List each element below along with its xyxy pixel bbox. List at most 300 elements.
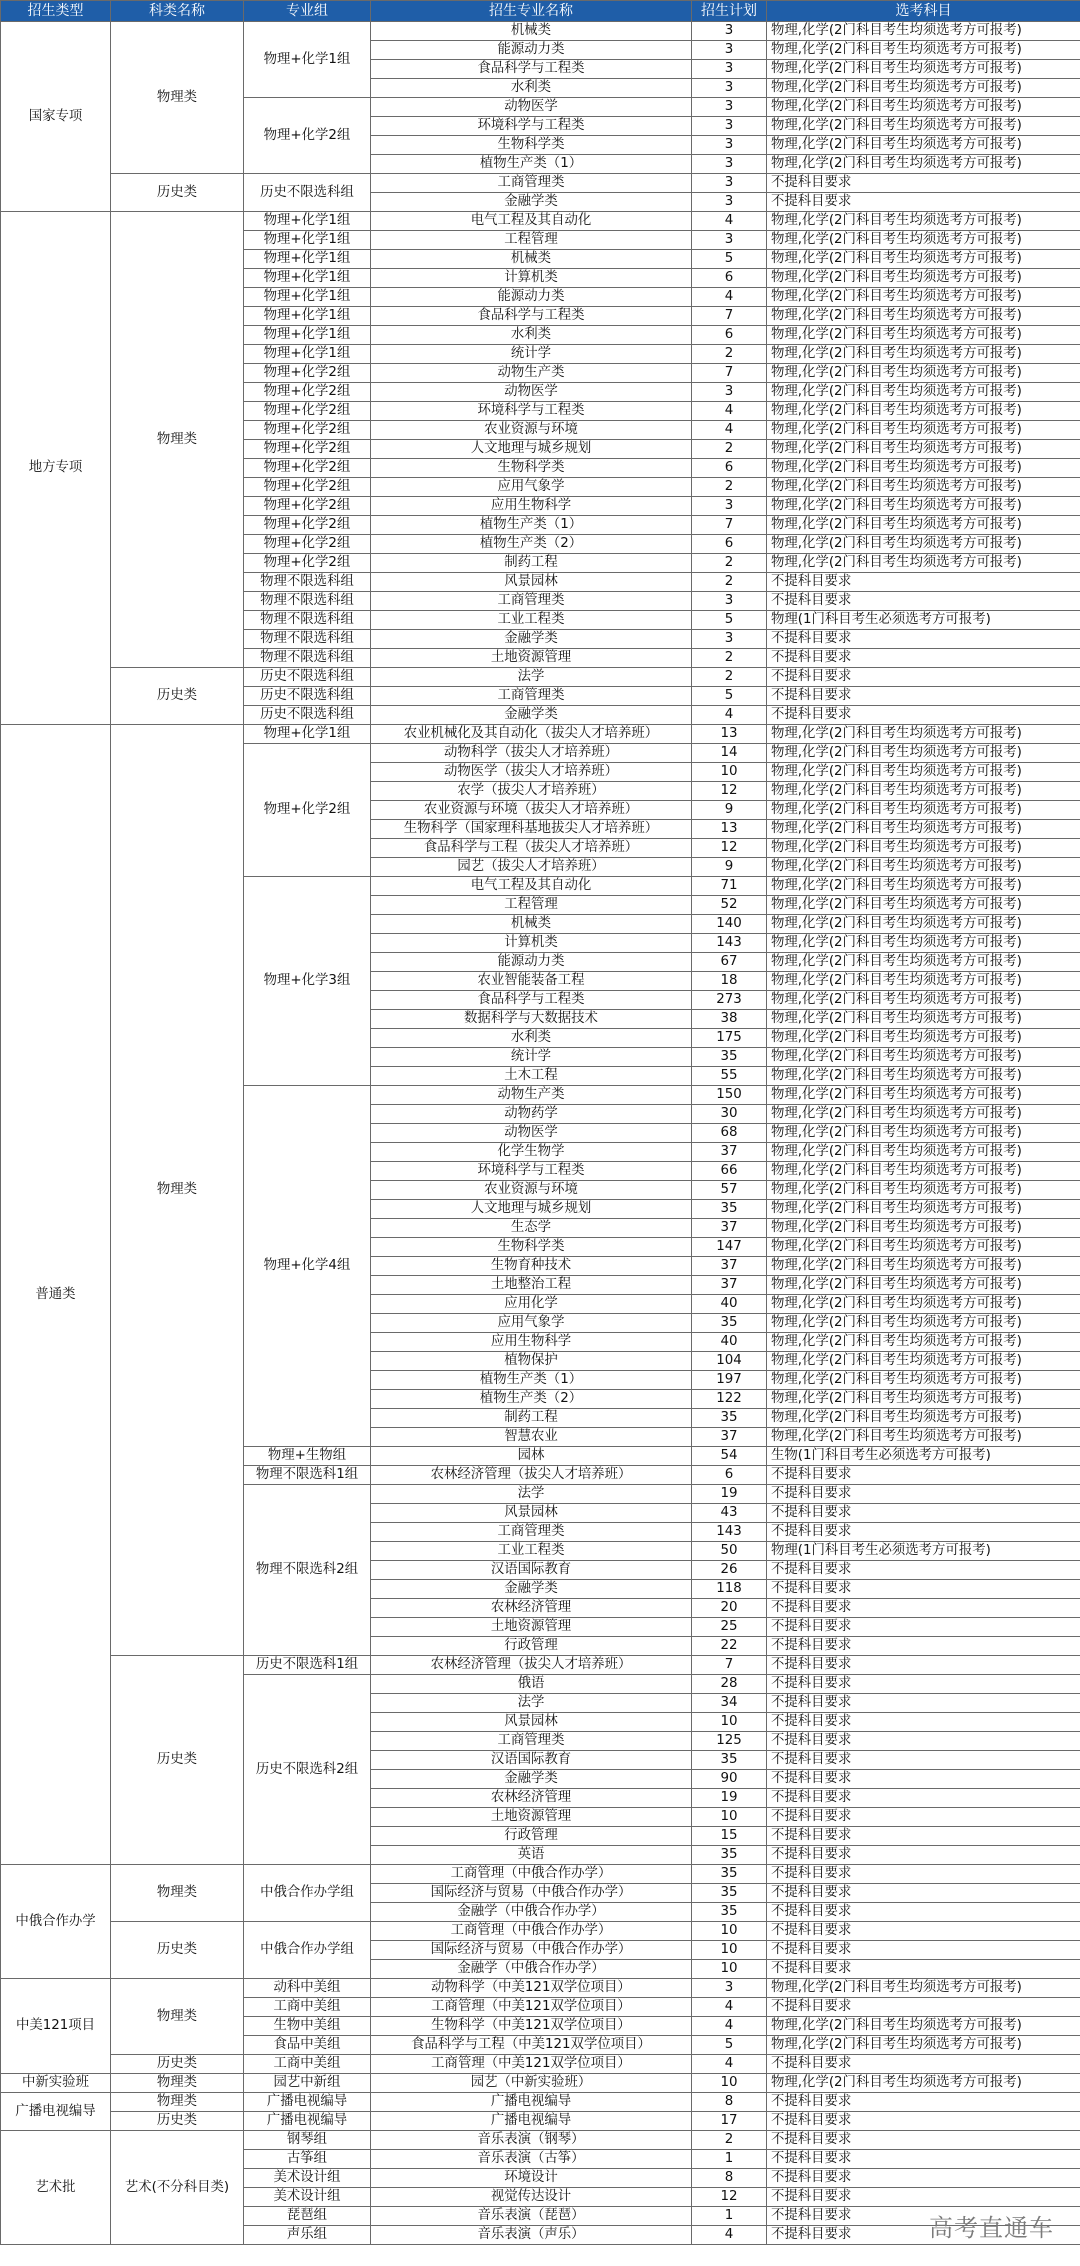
- plan-count-cell: 68: [692, 1124, 767, 1143]
- major-name-cell: 食品科学与工程类: [371, 307, 692, 326]
- major-name-cell: 工商管理类: [371, 687, 692, 706]
- major-name-cell: 农林经济管理（拔尖人才培养班）: [371, 1466, 692, 1485]
- major-group-cell: 物理+化学2组: [244, 459, 371, 478]
- subject-requirement-cell: 不提科目要求: [767, 1675, 1080, 1694]
- plan-count-cell: 140: [692, 915, 767, 934]
- plan-count-cell: 40: [692, 1295, 767, 1314]
- major-name-cell: 能源动力类: [371, 41, 692, 60]
- major-group-cell: 物理+化学1组: [244, 307, 371, 326]
- plan-count-cell: 6: [692, 459, 767, 478]
- major-name-cell: 工商管理（中美121双学位项目）: [371, 2055, 692, 2074]
- plan-count-cell: 4: [692, 421, 767, 440]
- subject-requirement-cell: 不提科目要求: [767, 1561, 1080, 1580]
- plan-count-cell: 2: [692, 345, 767, 364]
- plan-count-cell: 17: [692, 2112, 767, 2131]
- subject-requirement-cell: 物理,化学(2门科目考生均须选考方可报考): [767, 991, 1080, 1010]
- admission-type-cell: 中新实验班: [1, 2074, 111, 2093]
- plan-count-cell: 8: [692, 2093, 767, 2112]
- subject-requirement-cell: 物理,化学(2门科目考生均须选考方可报考): [767, 1428, 1080, 1447]
- admission-type-cell: 中俄合作办学: [1, 1865, 111, 1979]
- major-group-cell: 食品中美组: [244, 2036, 371, 2055]
- plan-count-cell: 7: [692, 1656, 767, 1675]
- subject-requirement-cell: 不提科目要求: [767, 573, 1080, 592]
- major-name-cell: 能源动力类: [371, 953, 692, 972]
- plan-count-cell: 35: [692, 1903, 767, 1922]
- major-name-cell: 计算机类: [371, 934, 692, 953]
- plan-count-cell: 66: [692, 1162, 767, 1181]
- plan-count-cell: 2: [692, 478, 767, 497]
- major-name-cell: 电气工程及其自动化: [371, 877, 692, 896]
- plan-count-cell: 10: [692, 1941, 767, 1960]
- category-cell: 历史类: [111, 2112, 244, 2131]
- subject-requirement-cell: 不提科目要求: [767, 2131, 1080, 2150]
- major-name-cell: 金融学类: [371, 1580, 692, 1599]
- plan-count-cell: 52: [692, 896, 767, 915]
- major-name-cell: 应用生物科学: [371, 1333, 692, 1352]
- major-name-cell: 人文地理与城乡规划: [371, 1200, 692, 1219]
- major-group-cell: 物理+化学1组: [244, 725, 371, 744]
- plan-count-cell: 10: [692, 1960, 767, 1979]
- major-group-cell: 历史不限选科2组: [244, 1675, 371, 1865]
- major-name-cell: 农学（拔尖人才培养班）: [371, 782, 692, 801]
- header-major-group: 专业组: [244, 1, 371, 22]
- major-group-cell: 园艺中新组: [244, 2074, 371, 2093]
- subject-requirement-cell: 物理,化学(2门科目考生均须选考方可报考): [767, 896, 1080, 915]
- subject-requirement-cell: 物理,化学(2门科目考生均须选考方可报考): [767, 535, 1080, 554]
- subject-requirement-cell: 物理,化学(2门科目考生均须选考方可报考): [767, 440, 1080, 459]
- category-cell: 历史类: [111, 174, 244, 212]
- major-name-cell: 环境科学与工程类: [371, 1162, 692, 1181]
- major-name-cell: 视觉传达设计: [371, 2188, 692, 2207]
- plan-count-cell: 10: [692, 2074, 767, 2093]
- major-name-cell: 工商管理（中美121双学位项目）: [371, 1998, 692, 2017]
- category-cell: 物理类: [111, 1865, 244, 1922]
- subject-requirement-cell: 物理,化学(2门科目考生均须选考方可报考): [767, 402, 1080, 421]
- subject-requirement-cell: 物理,化学(2门科目考生均须选考方可报考): [767, 307, 1080, 326]
- plan-count-cell: 35: [692, 1200, 767, 1219]
- header-row: [1, 1, 1080, 22]
- major-name-cell: 英语: [371, 1846, 692, 1865]
- admission-type-cell: 广播电视编导: [1, 2093, 111, 2131]
- plan-count-cell: 30: [692, 1105, 767, 1124]
- plan-count-cell: 13: [692, 820, 767, 839]
- subject-requirement-cell: 不提科目要求: [767, 1960, 1080, 1979]
- subject-requirement-cell: 物理,化学(2门科目考生均须选考方可报考): [767, 1276, 1080, 1295]
- subject-requirement-cell: 物理,化学(2门科目考生均须选考方可报考): [767, 1979, 1080, 1998]
- major-name-cell: 农业智能装备工程: [371, 972, 692, 991]
- plan-count-cell: 2: [692, 2131, 767, 2150]
- subject-requirement-cell: 不提科目要求: [767, 1618, 1080, 1637]
- plan-count-cell: 3: [692, 60, 767, 79]
- subject-requirement-cell: 物理(1门科目考生必须选考方可报考): [767, 611, 1080, 630]
- subject-requirement-cell: 物理,化学(2门科目考生均须选考方可报考): [767, 421, 1080, 440]
- major-group-cell: 美术设计组: [244, 2169, 371, 2188]
- subject-requirement-cell: 物理,化学(2门科目考生均须选考方可报考): [767, 1105, 1080, 1124]
- major-name-cell: 植物生产类（2）: [371, 1390, 692, 1409]
- major-group-cell: 物理不限选科组: [244, 649, 371, 668]
- subject-requirement-cell: 物理,化学(2门科目考生均须选考方可报考): [767, 136, 1080, 155]
- major-group-cell: 中俄合作办学组: [244, 1922, 371, 1979]
- plan-count-cell: 9: [692, 858, 767, 877]
- plan-count-cell: 12: [692, 2188, 767, 2207]
- plan-count-cell: 1: [692, 2207, 767, 2226]
- subject-requirement-cell: 物理,化学(2门科目考生均须选考方可报考): [767, 497, 1080, 516]
- subject-requirement-cell: 物理,化学(2门科目考生均须选考方可报考): [767, 60, 1080, 79]
- subject-requirement-cell: 物理,化学(2门科目考生均须选考方可报考): [767, 155, 1080, 174]
- plan-count-cell: 35: [692, 1048, 767, 1067]
- major-group-cell: 动科中美组: [244, 1979, 371, 1998]
- subject-requirement-cell: 物理,化学(2门科目考生均须选考方可报考): [767, 953, 1080, 972]
- major-name-cell: 工业工程类: [371, 1542, 692, 1561]
- plan-count-cell: 4: [692, 288, 767, 307]
- subject-requirement-cell: 物理,化学(2门科目考生均须选考方可报考): [767, 288, 1080, 307]
- plan-count-cell: 4: [692, 2055, 767, 2074]
- category-cell: 历史类: [111, 1922, 244, 1979]
- subject-requirement-cell: 物理,化学(2门科目考生均须选考方可报考): [767, 1010, 1080, 1029]
- subject-requirement-cell: 生物(1门科目考生必须选考方可报考): [767, 1447, 1080, 1466]
- major-group-cell: 声乐组: [244, 2226, 371, 2245]
- subject-requirement-cell: 不提科目要求: [767, 2112, 1080, 2131]
- major-group-cell: 广播电视编导: [244, 2093, 371, 2112]
- major-name-cell: 法学: [371, 1694, 692, 1713]
- major-name-cell: 工商管理类: [371, 592, 692, 611]
- subject-requirement-cell: 物理,化学(2门科目考生均须选考方可报考): [767, 1124, 1080, 1143]
- table-body: [1, 22, 1080, 2245]
- plan-count-cell: 143: [692, 1523, 767, 1542]
- major-group-cell: 历史不限选科组: [244, 174, 371, 212]
- plan-count-cell: 57: [692, 1181, 767, 1200]
- subject-requirement-cell: 物理,化学(2门科目考生均须选考方可报考): [767, 250, 1080, 269]
- table-row: [1, 2131, 1080, 2150]
- category-cell: 历史类: [111, 1656, 244, 1865]
- subject-requirement-cell: 物理,化学(2门科目考生均须选考方可报考): [767, 877, 1080, 896]
- major-name-cell: 土地资源管理: [371, 1808, 692, 1827]
- major-group-cell: 物理不限选科1组: [244, 1466, 371, 1485]
- major-name-cell: 农林经济管理: [371, 1789, 692, 1808]
- subject-requirement-cell: 物理,化学(2门科目考生均须选考方可报考): [767, 839, 1080, 858]
- major-name-cell: 动物药学: [371, 1105, 692, 1124]
- major-name-cell: 动物科学（拔尖人才培养班）: [371, 744, 692, 763]
- subject-requirement-cell: 不提科目要求: [767, 1789, 1080, 1808]
- subject-requirement-cell: 不提科目要求: [767, 668, 1080, 687]
- category-cell: 物理类: [111, 725, 244, 1656]
- major-name-cell: 汉语国际教育: [371, 1561, 692, 1580]
- major-name-cell: 国际经济与贸易（中俄合作办学）: [371, 1941, 692, 1960]
- major-group-cell: 工商中美组: [244, 1998, 371, 2017]
- subject-requirement-cell: 不提科目要求: [767, 1941, 1080, 1960]
- major-group-cell: 物理+化学2组: [244, 554, 371, 573]
- subject-requirement-cell: 不提科目要求: [767, 1656, 1080, 1675]
- major-name-cell: 生物科学（国家理科基地拔尖人才培养班）: [371, 820, 692, 839]
- subject-requirement-cell: 物理,化学(2门科目考生均须选考方可报考): [767, 2036, 1080, 2055]
- table-row: [1, 1979, 1080, 1998]
- header-plan-count: 招生计划: [692, 1, 767, 22]
- major-group-cell: 古筝组: [244, 2150, 371, 2169]
- major-name-cell: 生物育种技术: [371, 1257, 692, 1276]
- major-group-cell: 物理不限选科组: [244, 592, 371, 611]
- subject-requirement-cell: 物理,化学(2门科目考生均须选考方可报考): [767, 459, 1080, 478]
- major-name-cell: 广播电视编导: [371, 2093, 692, 2112]
- plan-count-cell: 3: [692, 383, 767, 402]
- category-cell: 物理类: [111, 2074, 244, 2093]
- plan-count-cell: 2: [692, 573, 767, 592]
- subject-requirement-cell: 物理,化学(2门科目考生均须选考方可报考): [767, 79, 1080, 98]
- major-name-cell: 动物医学（拔尖人才培养班）: [371, 763, 692, 782]
- major-group-cell: 琵琶组: [244, 2207, 371, 2226]
- major-name-cell: 化学生物学: [371, 1143, 692, 1162]
- plan-count-cell: 20: [692, 1599, 767, 1618]
- major-name-cell: 工商管理类: [371, 1523, 692, 1542]
- plan-count-cell: 10: [692, 1922, 767, 1941]
- plan-count-cell: 3: [692, 22, 767, 41]
- subject-requirement-cell: 物理,化学(2门科目考生均须选考方可报考): [767, 22, 1080, 41]
- major-group-cell: 历史不限选科组: [244, 668, 371, 687]
- major-name-cell: 机械类: [371, 250, 692, 269]
- plan-count-cell: 273: [692, 991, 767, 1010]
- plan-count-cell: 7: [692, 364, 767, 383]
- major-name-cell: 园艺（拔尖人才培养班）: [371, 858, 692, 877]
- major-group-cell: 生物中美组: [244, 2017, 371, 2036]
- subject-requirement-cell: 物理,化学(2门科目考生均须选考方可报考): [767, 1352, 1080, 1371]
- table-row: [1, 1656, 1080, 1675]
- plan-count-cell: 7: [692, 516, 767, 535]
- major-name-cell: 植物生产类（1）: [371, 155, 692, 174]
- plan-count-cell: 10: [692, 763, 767, 782]
- major-name-cell: 风景园林: [371, 1504, 692, 1523]
- subject-requirement-cell: 物理,化学(2门科目考生均须选考方可报考): [767, 117, 1080, 136]
- plan-count-cell: 3: [692, 231, 767, 250]
- header-category: 科类名称: [111, 1, 244, 22]
- major-name-cell: 生物科学类: [371, 1238, 692, 1257]
- major-name-cell: 土地资源管理: [371, 1618, 692, 1637]
- plan-count-cell: 35: [692, 1865, 767, 1884]
- major-name-cell: 工商管理（中俄合作办学）: [371, 1922, 692, 1941]
- subject-requirement-cell: 物理,化学(2门科目考生均须选考方可报考): [767, 478, 1080, 497]
- plan-count-cell: 5: [692, 687, 767, 706]
- plan-count-cell: 34: [692, 1694, 767, 1713]
- subject-requirement-cell: 物理,化学(2门科目考生均须选考方可报考): [767, 516, 1080, 535]
- plan-count-cell: 3: [692, 98, 767, 117]
- plan-count-cell: 6: [692, 326, 767, 345]
- major-group-cell: 物理+化学1组: [244, 250, 371, 269]
- plan-count-cell: 3: [692, 79, 767, 98]
- major-name-cell: 智慧农业: [371, 1428, 692, 1447]
- major-name-cell: 植物生产类（1）: [371, 516, 692, 535]
- subject-requirement-cell: 不提科目要求: [767, 2150, 1080, 2169]
- major-name-cell: 汉语国际教育: [371, 1751, 692, 1770]
- major-name-cell: 植物生产类（2）: [371, 535, 692, 554]
- plan-count-cell: 55: [692, 1067, 767, 1086]
- plan-count-cell: 37: [692, 1257, 767, 1276]
- subject-requirement-cell: 不提科目要求: [767, 1846, 1080, 1865]
- major-name-cell: 统计学: [371, 1048, 692, 1067]
- major-group-cell: 物理+化学2组: [244, 516, 371, 535]
- subject-requirement-cell: 不提科目要求: [767, 1903, 1080, 1922]
- table-row: [1, 174, 1080, 193]
- major-name-cell: 俄语: [371, 1675, 692, 1694]
- plan-count-cell: 7: [692, 307, 767, 326]
- plan-count-cell: 35: [692, 1409, 767, 1428]
- major-name-cell: 食品科学与工程类: [371, 60, 692, 79]
- major-name-cell: 行政管理: [371, 1637, 692, 1656]
- major-name-cell: 风景园林: [371, 573, 692, 592]
- major-group-cell: 物理+化学2组: [244, 440, 371, 459]
- subject-requirement-cell: 物理,化学(2门科目考生均须选考方可报考): [767, 1181, 1080, 1200]
- major-name-cell: 应用生物科学: [371, 497, 692, 516]
- plan-count-cell: 25: [692, 1618, 767, 1637]
- plan-count-cell: 6: [692, 535, 767, 554]
- major-name-cell: 食品科学与工程（拔尖人才培养班）: [371, 839, 692, 858]
- major-name-cell: 农林经济管理（拔尖人才培养班）: [371, 1656, 692, 1675]
- major-name-cell: 土木工程: [371, 1067, 692, 1086]
- plan-count-cell: 67: [692, 953, 767, 972]
- subject-requirement-cell: 不提科目要求: [767, 1732, 1080, 1751]
- plan-count-cell: 175: [692, 1029, 767, 1048]
- category-cell: 物理类: [111, 22, 244, 174]
- plan-count-cell: 3: [692, 174, 767, 193]
- plan-count-cell: 3: [692, 193, 767, 212]
- plan-count-cell: 35: [692, 1751, 767, 1770]
- major-group-cell: 物理不限选科2组: [244, 1485, 371, 1656]
- major-name-cell: 园林: [371, 1447, 692, 1466]
- subject-requirement-cell: 物理,化学(2门科目考生均须选考方可报考): [767, 345, 1080, 364]
- major-name-cell: 植物生产类（1）: [371, 1371, 692, 1390]
- major-name-cell: 音乐表演（钢琴）: [371, 2131, 692, 2150]
- plan-count-cell: 40: [692, 1333, 767, 1352]
- admission-type-cell: 国家专项: [1, 22, 111, 212]
- plan-count-cell: 197: [692, 1371, 767, 1390]
- major-group-cell: 美术设计组: [244, 2188, 371, 2207]
- subject-requirement-cell: 物理,化学(2门科目考生均须选考方可报考): [767, 858, 1080, 877]
- plan-count-cell: 12: [692, 782, 767, 801]
- table-row: [1, 668, 1080, 687]
- plan-count-cell: 147: [692, 1238, 767, 1257]
- header-admission-type: 招生类型: [1, 1, 111, 22]
- plan-count-cell: 19: [692, 1485, 767, 1504]
- header-subject-requirement: 选考科目: [767, 1, 1080, 22]
- plan-count-cell: 13: [692, 725, 767, 744]
- subject-requirement-cell: 物理,化学(2门科目考生均须选考方可报考): [767, 41, 1080, 60]
- plan-count-cell: 12: [692, 839, 767, 858]
- major-group-cell: 物理+化学4组: [244, 1086, 371, 1447]
- major-name-cell: 统计学: [371, 345, 692, 364]
- subject-requirement-cell: 不提科目要求: [767, 1808, 1080, 1827]
- major-group-cell: 物理+化学2组: [244, 497, 371, 516]
- major-group-cell: 历史不限选科组: [244, 706, 371, 725]
- major-name-cell: 工程管理: [371, 231, 692, 250]
- plan-count-cell: 38: [692, 1010, 767, 1029]
- plan-count-cell: 43: [692, 1504, 767, 1523]
- major-group-cell: 物理+化学2组: [244, 383, 371, 402]
- major-group-cell: 物理+化学1组: [244, 345, 371, 364]
- major-name-cell: 金融学类: [371, 706, 692, 725]
- plan-count-cell: 35: [692, 1314, 767, 1333]
- major-name-cell: 动物科学（中美121双学位项目）: [371, 1979, 692, 1998]
- subject-requirement-cell: 不提科目要求: [767, 1504, 1080, 1523]
- major-name-cell: 行政管理: [371, 1827, 692, 1846]
- major-group-cell: 物理+化学2组: [244, 478, 371, 497]
- subject-requirement-cell: 物理,化学(2门科目考生均须选考方可报考): [767, 763, 1080, 782]
- subject-requirement-cell: 不提科目要求: [767, 2207, 1080, 2226]
- major-name-cell: 数据科学与大数据技术: [371, 1010, 692, 1029]
- table-row: [1, 22, 1080, 41]
- plan-count-cell: 4: [692, 706, 767, 725]
- table-row: [1, 212, 1080, 231]
- major-name-cell: 法学: [371, 668, 692, 687]
- plan-count-cell: 26: [692, 1561, 767, 1580]
- subject-requirement-cell: 物理,化学(2门科目考生均须选考方可报考): [767, 1371, 1080, 1390]
- major-name-cell: 应用气象学: [371, 478, 692, 497]
- major-name-cell: 生态学: [371, 1219, 692, 1238]
- plan-count-cell: 18: [692, 972, 767, 991]
- category-cell: 历史类: [111, 668, 244, 725]
- major-name-cell: 工业工程类: [371, 611, 692, 630]
- plan-count-cell: 3: [692, 497, 767, 516]
- subject-requirement-cell: 物理,化学(2门科目考生均须选考方可报考): [767, 2017, 1080, 2036]
- major-name-cell: 水利类: [371, 79, 692, 98]
- major-group-cell: 钢琴组: [244, 2131, 371, 2150]
- plan-count-cell: 4: [692, 2226, 767, 2245]
- subject-requirement-cell: 不提科目要求: [767, 1599, 1080, 1618]
- major-group-cell: 物理不限选科组: [244, 611, 371, 630]
- subject-requirement-cell: 物理,化学(2门科目考生均须选考方可报考): [767, 554, 1080, 573]
- subject-requirement-cell: 不提科目要求: [767, 2169, 1080, 2188]
- admission-type-cell: 普通类: [1, 725, 111, 1865]
- subject-requirement-cell: 物理,化学(2门科目考生均须选考方可报考): [767, 1048, 1080, 1067]
- plan-count-cell: 2: [692, 440, 767, 459]
- major-group-cell: 物理不限选科组: [244, 630, 371, 649]
- major-name-cell: 食品科学与工程类: [371, 991, 692, 1010]
- major-group-cell: 物理+化学1组: [244, 326, 371, 345]
- plan-count-cell: 15: [692, 1827, 767, 1846]
- plan-count-cell: 8: [692, 2169, 767, 2188]
- plan-count-cell: 35: [692, 1846, 767, 1865]
- major-name-cell: 工商管理类: [371, 174, 692, 193]
- subject-requirement-cell: 物理,化学(2门科目考生均须选考方可报考): [767, 1067, 1080, 1086]
- major-name-cell: 音乐表演（琵琶）: [371, 2207, 692, 2226]
- subject-requirement-cell: 不提科目要求: [767, 1713, 1080, 1732]
- subject-requirement-cell: 物理,化学(2门科目考生均须选考方可报考): [767, 383, 1080, 402]
- subject-requirement-cell: 物理,化学(2门科目考生均须选考方可报考): [767, 1390, 1080, 1409]
- subject-requirement-cell: 不提科目要求: [767, 706, 1080, 725]
- major-name-cell: 应用气象学: [371, 1314, 692, 1333]
- subject-requirement-cell: 物理,化学(2门科目考生均须选考方可报考): [767, 1219, 1080, 1238]
- subject-requirement-cell: 不提科目要求: [767, 1523, 1080, 1542]
- major-name-cell: 电气工程及其自动化: [371, 212, 692, 231]
- table-row: [1, 2112, 1080, 2131]
- subject-requirement-cell: 物理,化学(2门科目考生均须选考方可报考): [767, 972, 1080, 991]
- major-name-cell: 制药工程: [371, 1409, 692, 1428]
- major-name-cell: 金融学（中俄合作办学）: [371, 1960, 692, 1979]
- admission-type-cell: 中美121项目: [1, 1979, 111, 2074]
- subject-requirement-cell: 不提科目要求: [767, 1865, 1080, 1884]
- subject-requirement-cell: 不提科目要求: [767, 1827, 1080, 1846]
- major-name-cell: 金融学类: [371, 193, 692, 212]
- major-group-cell: 历史不限选科组: [244, 687, 371, 706]
- major-name-cell: 能源动力类: [371, 288, 692, 307]
- subject-requirement-cell: 不提科目要求: [767, 1580, 1080, 1599]
- major-name-cell: 环境科学与工程类: [371, 402, 692, 421]
- major-name-cell: 人文地理与城乡规划: [371, 440, 692, 459]
- subject-requirement-cell: 不提科目要求: [767, 2093, 1080, 2112]
- plan-count-cell: 3: [692, 117, 767, 136]
- subject-requirement-cell: 物理,化学(2门科目考生均须选考方可报考): [767, 1029, 1080, 1048]
- plan-count-cell: 5: [692, 250, 767, 269]
- major-group-cell: 物理不限选科组: [244, 573, 371, 592]
- subject-requirement-cell: 物理,化学(2门科目考生均须选考方可报考): [767, 1409, 1080, 1428]
- admission-type-cell: 艺术批: [1, 2131, 111, 2245]
- major-name-cell: 动物生产类: [371, 1086, 692, 1105]
